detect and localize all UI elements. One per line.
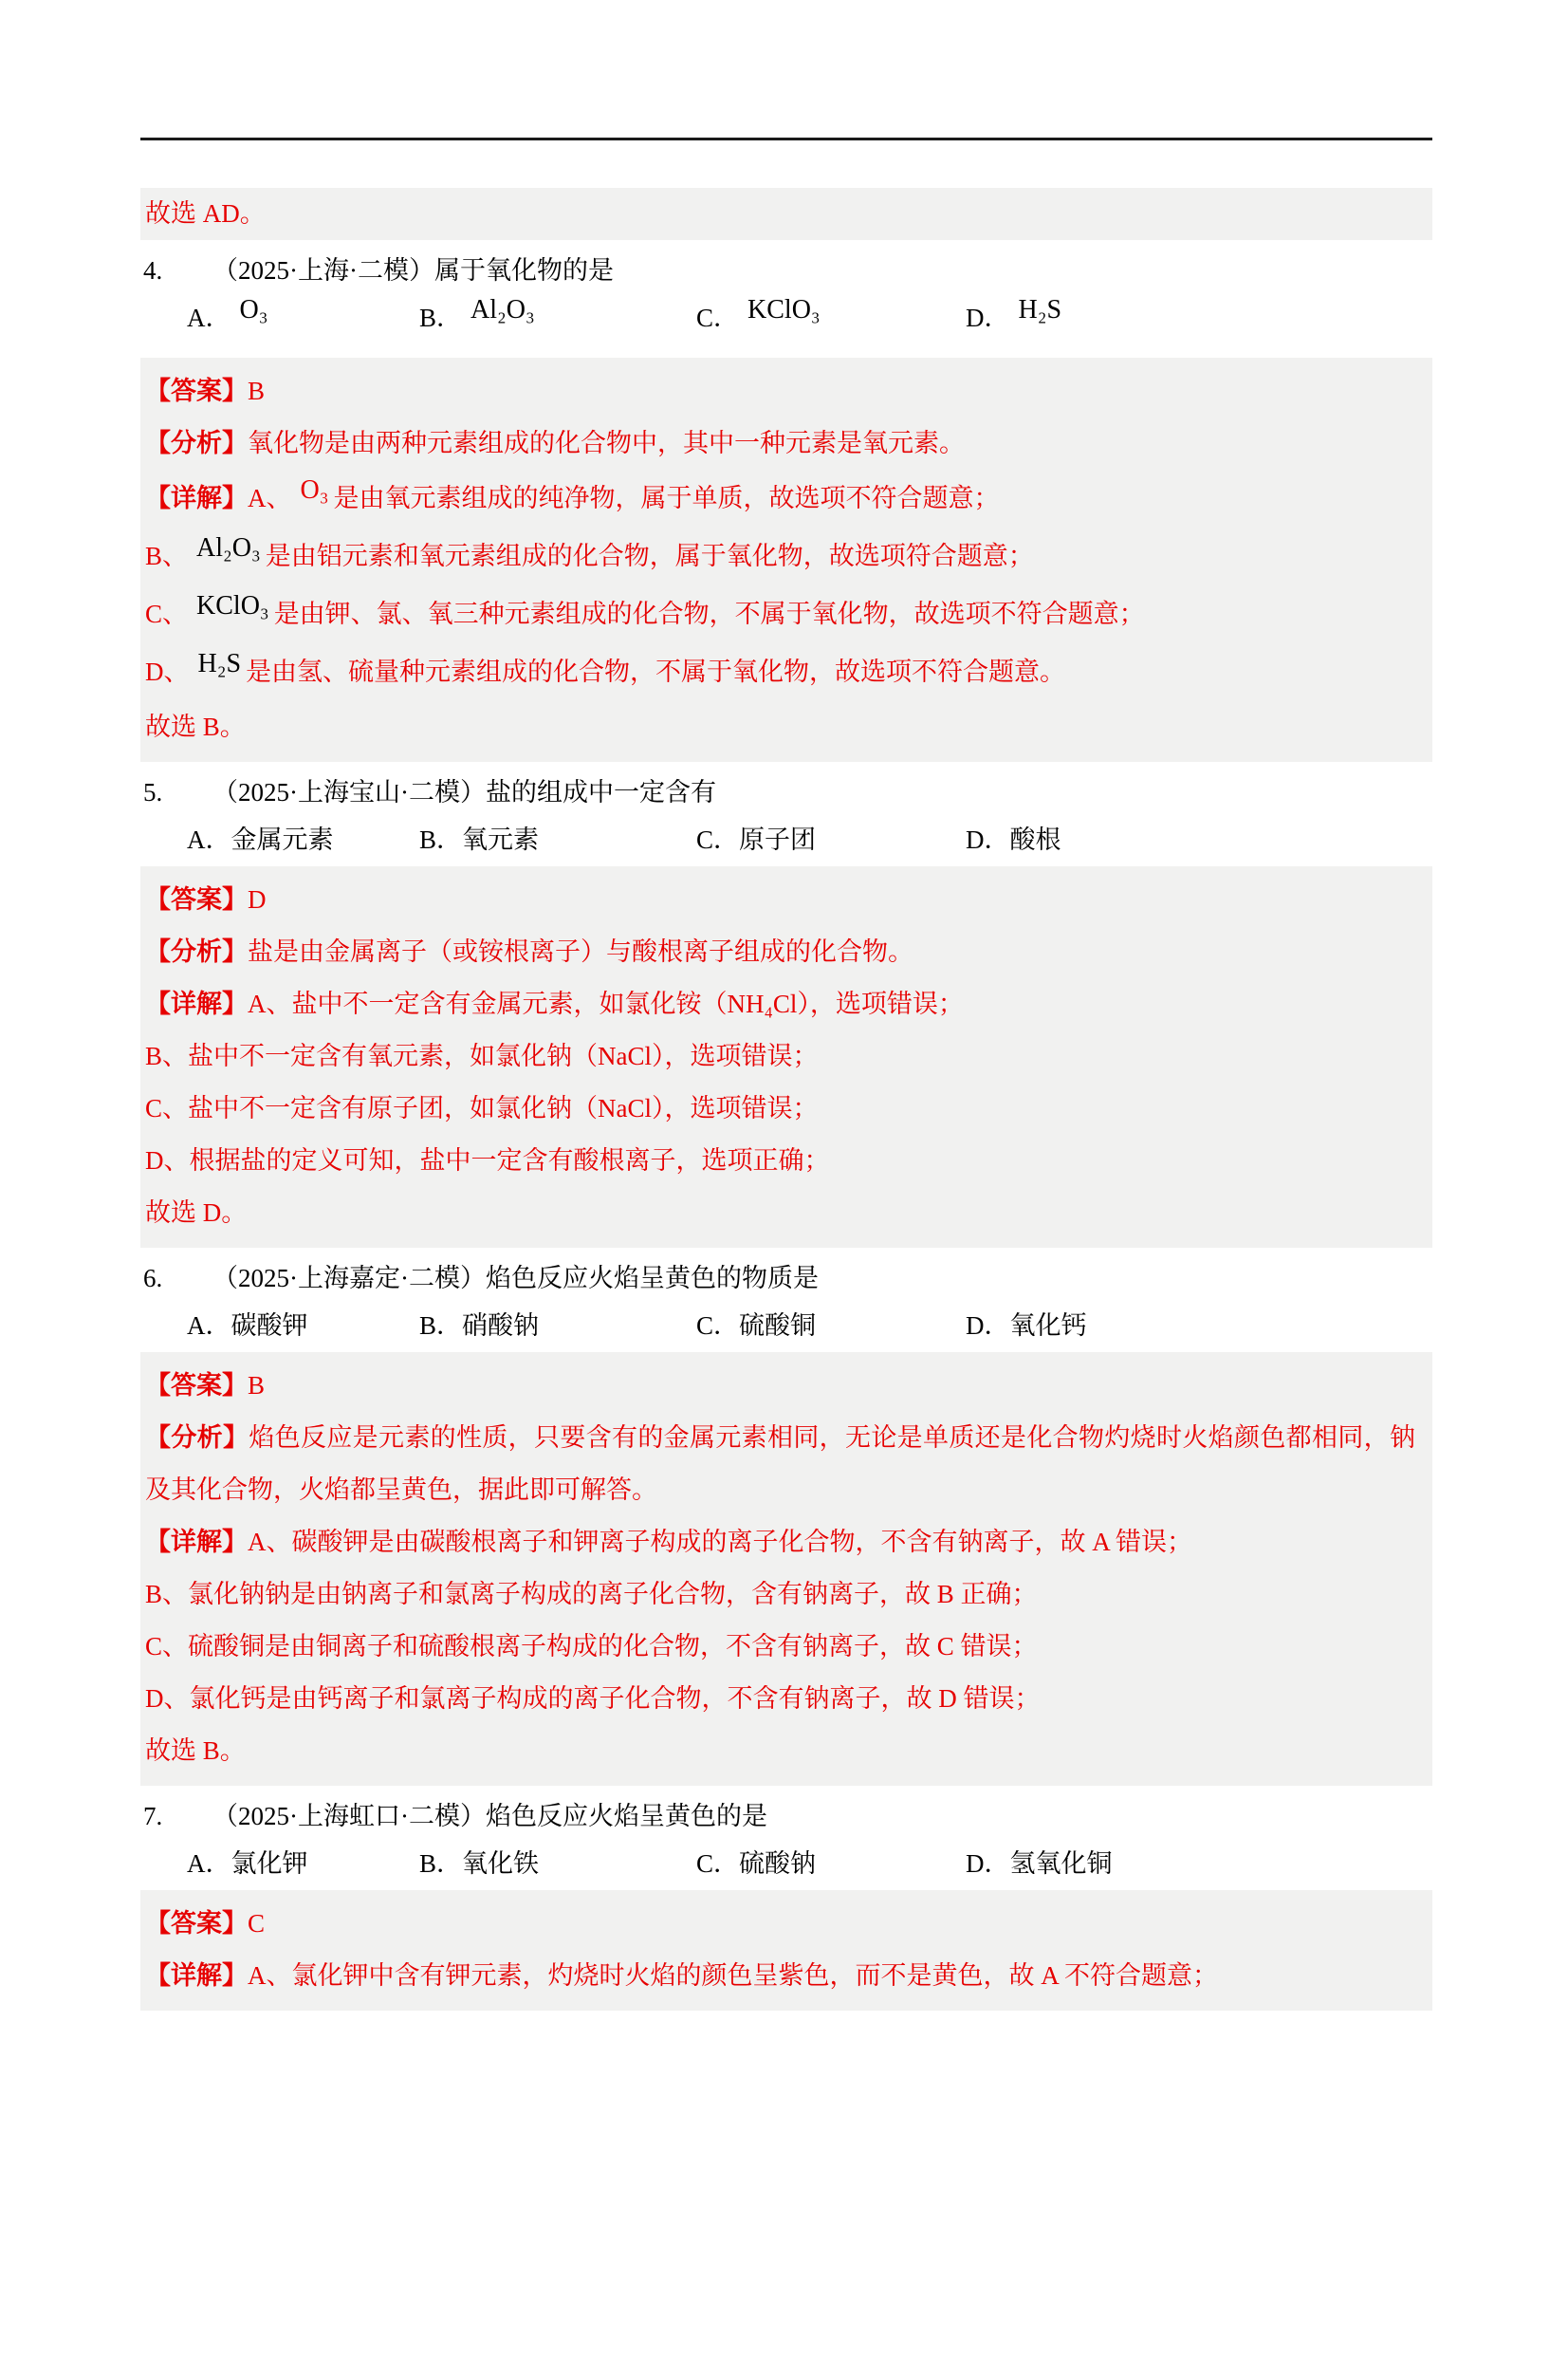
question-7-options — [140, 1843, 1432, 1884]
option-label: A． — [187, 1849, 231, 1878]
conclusion-line: 故选 B。 — [145, 713, 246, 741]
option-text: 原子团 — [739, 826, 817, 854]
option-c — [696, 297, 825, 334]
detail-pre: A、 — [248, 484, 292, 512]
question-stem-text: （2025·上海虹口·二模）焰色反应火焰呈黄色的是 — [212, 1802, 767, 1830]
detail-line-a — [145, 978, 1415, 1030]
answer-label: 【答案】 — [145, 1371, 248, 1400]
question-number: 7. — [143, 1802, 163, 1830]
question-7-answer-block — [140, 1890, 1432, 2011]
option-label: C． — [696, 1311, 740, 1340]
option-text: 酸根 — [1009, 826, 1061, 854]
option-d — [966, 1843, 1113, 1880]
detail-text: A、盐中不一定含有金属元素，如氯化铵（NH₄Cl），选项错误； — [248, 990, 964, 1018]
document-page — [0, 138, 1568, 2356]
question-4-options — [140, 297, 1432, 352]
question-stem-text: （2025·上海·二模）属于氧化物的是 — [212, 256, 614, 285]
option-a — [187, 819, 334, 856]
question-number: 6. — [143, 1264, 163, 1292]
answer-line — [145, 874, 1415, 926]
detail-line-c: C、硫酸铜是由铜离子和硫酸根离子构成的化合物，不含有钠离子，故 C 错误； — [145, 1632, 1038, 1660]
detail-line-c: C、盐中不一定含有原子团，如氯化钠（NaCl），选项错误； — [145, 1094, 819, 1122]
option-text: 硫酸铜 — [739, 1311, 817, 1340]
detail-text: 是由氢、硫量种元素组成的化合物，不属于氧化物，故选项不符合题意。 — [246, 658, 1066, 686]
detail-text: 是由铝元素和氧元素组成的化合物，属于氧化物，故选项符合题意； — [265, 542, 1034, 570]
question-number: 4. — [143, 256, 163, 285]
question-7-stem — [140, 1797, 1432, 1835]
option-c — [696, 819, 816, 856]
detail-label: 【详解】 — [145, 1528, 248, 1556]
option-text: 氯化钾 — [231, 1849, 308, 1878]
question-stem-text: （2025·上海宝山·二模）盐的组成中一定含有 — [212, 778, 716, 807]
detail-label: 【详解】 — [145, 484, 248, 512]
question-4-answer-block — [140, 358, 1432, 762]
option-label: C． — [696, 1849, 740, 1878]
option-a — [187, 1843, 308, 1880]
answer-letter: B — [248, 1371, 266, 1400]
detail-pre: D、 — [145, 658, 190, 686]
option-label: B． — [419, 1311, 463, 1340]
question-4-stem — [140, 251, 1432, 289]
option-b — [419, 1305, 539, 1342]
option-c — [696, 1843, 816, 1880]
detail-line-d: D、氯化钙是由钙离子和氯离子构成的离子化合物，不含有钠离子，故 D 错误； — [145, 1684, 1041, 1713]
detail-text: A、氯化钾中含有钾元素，灼烧时火焰的颜色呈紫色，而不是黄色，故 A 不符合题意； — [248, 1961, 1219, 1990]
option-d — [966, 297, 1066, 334]
chemical-formula: KClO₃ — [196, 591, 269, 621]
answer-label: 【答案】 — [145, 377, 248, 405]
question-5-stem — [140, 773, 1432, 811]
analysis-line — [145, 1412, 1415, 1516]
option-b — [419, 1843, 539, 1880]
detail-line-b: B、氯化钠钠是由钠离子和氯离子构成的离子化合物，含有钠离子，故 B 正确； — [145, 1580, 1038, 1608]
analysis-text: 盐是由金属离子（或铵根离子）与酸根离子组成的化合物。 — [248, 937, 913, 966]
question-number: 5. — [143, 778, 163, 807]
detail-text: A、碳酸钾是由碳酸根离子和钾离子构成的离子化合物，不含有钠离子，故 A 错误； — [248, 1528, 1193, 1556]
option-a — [187, 1305, 308, 1342]
question-stem-text: （2025·上海嘉定·二模）焰色反应火焰呈黄色的物质是 — [212, 1264, 819, 1292]
analysis-line — [145, 417, 1415, 470]
detail-text: 是由钾、氯、氧三种元素组成的化合物，不属于氧化物，故选项不符合题意； — [273, 600, 1145, 628]
conclusion-line: 故选 B。 — [145, 1736, 246, 1765]
option-label: A． — [187, 1311, 231, 1340]
chemical-formula: O₃ — [239, 295, 268, 325]
option-b — [419, 297, 540, 334]
detail-pre: B、 — [145, 542, 189, 570]
answer-letter: C — [248, 1909, 266, 1938]
analysis-text: 氧化物是由两种元素组成的化合物中，其中一种元素是氧元素。 — [248, 429, 965, 457]
analysis-label: 【分析】 — [145, 429, 248, 457]
analysis-text: 焰色反应是元素的性质，只要含有的金属元素相同，无论是单质还是化合物灼烧时火焰颜色都相同，钠及其化合物，火焰都呈黄色，据此即可解答。 — [145, 1423, 1416, 1504]
option-text: 氧元素 — [462, 826, 540, 854]
chemical-formula: Al₂O₃ — [196, 533, 261, 563]
option-label: A． — [187, 826, 231, 854]
chemical-formula: H₂S — [197, 649, 242, 678]
analysis-line — [145, 926, 1415, 978]
option-c — [696, 1305, 816, 1342]
question-5-options — [140, 819, 1432, 861]
question-6-answer-block — [140, 1352, 1432, 1786]
option-label: D． — [966, 304, 1010, 332]
option-text: 金属元素 — [231, 826, 334, 854]
analysis-label: 【分析】 — [145, 1423, 249, 1452]
option-label: A． — [187, 304, 231, 332]
option-d — [966, 1305, 1087, 1342]
option-text: 氧化铁 — [462, 1849, 540, 1878]
option-label: C． — [696, 826, 740, 854]
option-label: C． — [696, 304, 740, 332]
detail-pre: C、 — [145, 600, 189, 628]
option-d — [966, 819, 1061, 856]
question-5-answer-block — [140, 866, 1432, 1248]
detail-line-d — [145, 643, 1415, 701]
conclusion-line: 故选 D。 — [145, 1198, 248, 1227]
page-content — [140, 138, 1432, 2011]
detail-label: 【详解】 — [145, 990, 248, 1018]
detail-line-a — [145, 470, 1415, 528]
option-text: 碳酸钾 — [231, 1311, 308, 1340]
detail-line-a — [145, 1950, 1415, 2002]
option-label: D． — [966, 826, 1010, 854]
chemical-formula: H₂S — [1018, 295, 1062, 325]
chemical-formula: KClO₃ — [747, 295, 821, 325]
option-a — [187, 297, 272, 334]
analysis-label: 【分析】 — [145, 937, 248, 966]
answer-label: 【答案】 — [145, 1909, 248, 1938]
option-text: 硝酸钠 — [462, 1311, 540, 1340]
option-label: B． — [419, 826, 463, 854]
option-label: B． — [419, 1849, 463, 1878]
answer-line — [145, 1360, 1415, 1412]
detail-line-b: B、盐中不一定含有氧元素，如氯化钠（NaCl），选项错误； — [145, 1042, 819, 1070]
conclusion-line: 故选 AD。 — [145, 199, 266, 228]
option-label: D． — [966, 1311, 1010, 1340]
option-text: 氢氧化铜 — [1009, 1849, 1113, 1878]
option-text: 硫酸钠 — [739, 1849, 817, 1878]
detail-label: 【详解】 — [145, 1961, 248, 1990]
answer-line — [145, 365, 1415, 417]
option-label: D． — [966, 1849, 1010, 1878]
option-b — [419, 819, 539, 856]
detail-line-a — [145, 1516, 1415, 1568]
detail-line-d: D、根据盐的定义可知，盐中一定含有酸根离子，选项正确； — [145, 1146, 830, 1175]
chemical-formula: O₃ — [300, 475, 329, 505]
question-6-options — [140, 1305, 1432, 1346]
detail-line-c — [145, 585, 1415, 643]
question-6-stem — [140, 1259, 1432, 1297]
answer-label: 【答案】 — [145, 885, 248, 914]
detail-line-b — [145, 528, 1415, 585]
option-text: 氧化钙 — [1009, 1311, 1087, 1340]
answer-block-previous — [140, 188, 1432, 240]
option-label: B． — [419, 304, 463, 332]
answer-letter: D — [248, 885, 267, 914]
answer-letter: B — [248, 377, 266, 405]
header-divider-rule — [140, 138, 1432, 140]
chemical-formula: Al₂O₃ — [470, 295, 535, 325]
answer-line — [145, 1898, 1415, 1950]
detail-text: 是由氧元素组成的纯净物，属于单质，故选项不符合题意； — [333, 484, 1000, 512]
